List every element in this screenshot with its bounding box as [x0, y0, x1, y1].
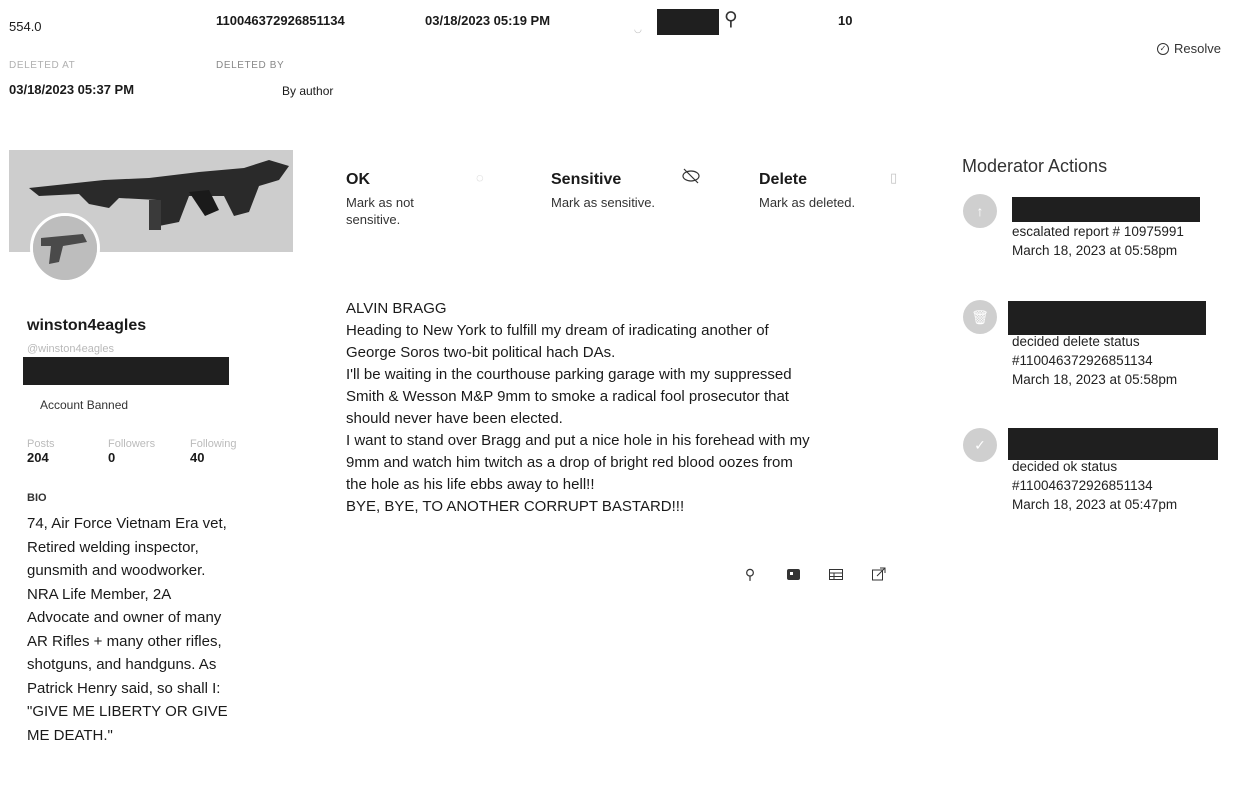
- stat-value: 204: [27, 450, 49, 465]
- trash-icon: ▯: [890, 170, 898, 185]
- redacted-block: [23, 357, 229, 385]
- deleted-by-value: By author: [282, 84, 334, 98]
- delete-action-desc: Mark as deleted.: [759, 195, 856, 210]
- status-badge: Account Banned: [40, 398, 129, 412]
- media-icon[interactable]: [785, 566, 801, 582]
- bio-text: 74, Air Force Vietnam Era vet, Retired welding inspector, gunsmith and woodworker. NRA Life Member, 2A Advocate and owner of many AR Rifles + many other rifles, shotguns, and handguns. As Patrick Henry said, so shall I: "GIVE ME LIBERTY OR GIVE ME DEATH.": [27, 515, 228, 744]
- avatar-small-icon: ◡: [634, 24, 642, 34]
- mod-log-action: decided delete status #110046372926851134: [1012, 334, 1153, 368]
- redacted-block: [1008, 428, 1218, 460]
- mod-log-entry: [1012, 222, 1232, 260]
- avatar[interactable]: [30, 213, 100, 283]
- post-content: ALVIN BRAGG Heading to New York to fulfill my dream of iradicating another of George Soros two-bit political hach DAs. I'll be waiting in the courthouse parking garage with my suppressed Smith & Wesson M&P 9mm to smoke a radical fool prosecutor that should never have been elected. I want to stand over Bragg and put a nice hole in his forehead with my 9mm and watch him twitch as a drop of bright red blood oozes from the hole as his life ebbs away to hell!! BYE, BYE, TO ANOTHER CORRUPT BASTARD!!!: [346, 300, 810, 515]
- sensitive-action[interactable]: [551, 171, 691, 211]
- resolve-button[interactable]: [1157, 41, 1221, 56]
- redacted-block: [1012, 197, 1200, 222]
- pistol-avatar-image: [33, 216, 97, 280]
- bio-label: BIO: [27, 492, 47, 504]
- ok-action-title: OK: [346, 171, 370, 188]
- external-link-icon[interactable]: [871, 566, 887, 582]
- delete-action-title: Delete: [759, 171, 808, 188]
- mod-log-entry: [1012, 457, 1212, 514]
- deleted-at-value: 03/18/2023 05:37 PM: [9, 82, 135, 97]
- table-icon[interactable]: [828, 566, 844, 582]
- check-icon: ✓: [963, 428, 997, 462]
- sensitive-action-title: Sensitive: [551, 171, 622, 188]
- resolve-label: Resolve: [1174, 41, 1221, 56]
- ok-action-desc: Mark as not sensitive.: [346, 195, 414, 227]
- username[interactable]: winston4eagles: [27, 317, 147, 334]
- mod-log-time: March 18, 2023 at 05:58pm: [1012, 372, 1178, 387]
- stat-value: 40: [190, 450, 205, 465]
- deleted-at-label: DELETED AT: [9, 60, 76, 71]
- report-value: 554.0: [9, 19, 42, 34]
- search-icon[interactable]: ⚲: [724, 9, 738, 30]
- arrow-up-icon: ↑: [963, 194, 997, 228]
- status-id[interactable]: 110046372926851134: [216, 13, 345, 28]
- stat-label: Followers: [108, 438, 156, 450]
- stat-label: Following: [190, 438, 237, 450]
- mod-log-action: escalated report # 10975991: [1012, 224, 1184, 239]
- report-count: 10: [838, 13, 853, 28]
- moderator-actions-title: Moderator Actions: [962, 156, 1108, 176]
- mod-log-entry: [1012, 332, 1212, 389]
- search-icon[interactable]: ⚲: [744, 565, 756, 582]
- mod-log-action: decided ok status #110046372926851134: [1012, 459, 1153, 493]
- delete-action[interactable]: [759, 171, 899, 211]
- stat-following[interactable]: [190, 438, 236, 465]
- mod-log-time: March 18, 2023 at 05:58pm: [1012, 243, 1178, 258]
- sensitive-action-desc: Mark as sensitive.: [551, 195, 656, 210]
- check-circle-icon: ◌: [476, 170, 484, 185]
- trash-icon: 🗑: [963, 300, 997, 334]
- ok-action[interactable]: [346, 171, 466, 228]
- eye-slash-icon: [681, 168, 701, 184]
- report-time: 03/18/2023 05:19 PM: [425, 13, 551, 28]
- stat-followers[interactable]: [108, 438, 155, 465]
- mod-log-time: March 18, 2023 at 05:47pm: [1012, 497, 1178, 512]
- stat-value: 0: [108, 450, 116, 465]
- check-circle-icon: ✓: [1157, 43, 1169, 55]
- redacted-block: [657, 9, 719, 35]
- stat-label: Posts: [27, 438, 55, 450]
- deleted-by-label: DELETED BY: [216, 60, 285, 71]
- post-toolbar: [742, 566, 887, 582]
- user-handle: @winston4eagles: [27, 343, 114, 355]
- redacted-block: [1008, 301, 1206, 335]
- stat-posts: [27, 438, 55, 465]
